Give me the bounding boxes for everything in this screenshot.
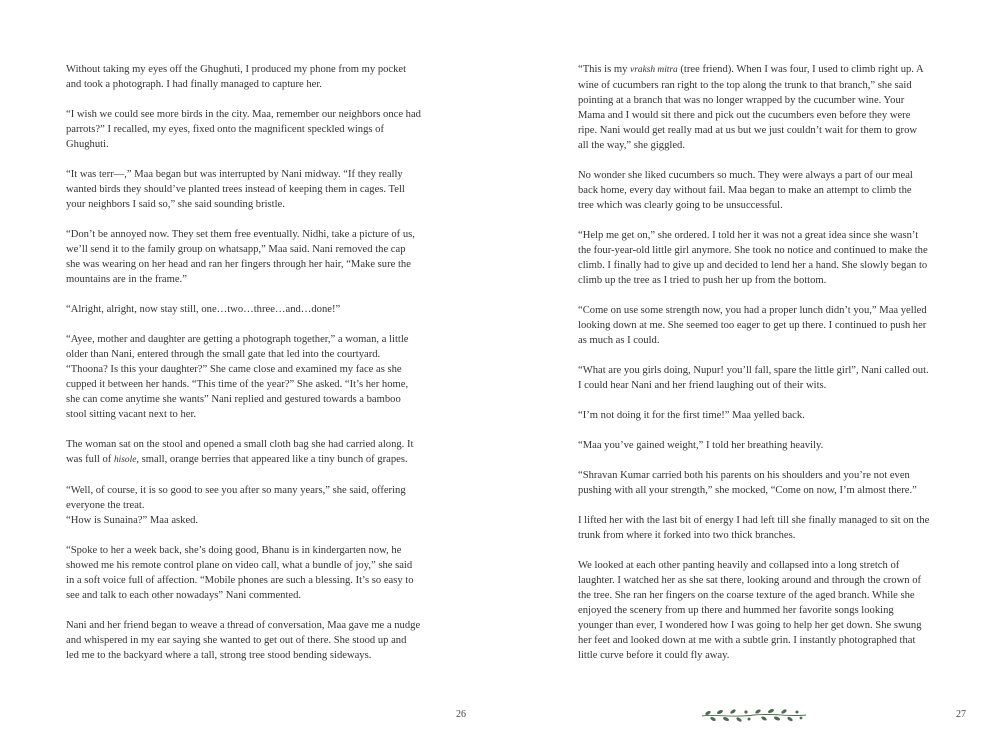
paragraph: We looked at each other panting heavily and collapsed into a long stretch of laughter. I watched her as she sat there, looking around and through the crown of the tree. She ran her fingers on the coarse texture of the aged branch. While she enjoyed the scenery from up there and hummed her favorite songs looking younger than ever, I wondered how I was going to help her get down. She swung her feet and looked down at me with a subtle grin. I instantly photographed that little curve before it could fly away. — [578, 560, 922, 661]
paragraph: “I wish we could see more birds in the city. Maa, remember our neighbors once had parrots?” I recalled, my eyes, fixed onto the magnificent speckled wings of Ghughuti. — [66, 109, 421, 150]
paragraph: “What are you girls doing, Nupur! you’ll fall, spare the little girl”, Nani called out. I could hear Nani and her friend laughing out of their wits. — [578, 365, 929, 391]
paragraph: “Help me get on,” she ordered. I told her it was not a great idea since she wasn’t the four-year-old little girl anymore. She took no notice and continued to make the climb. I finally had to give up and decided to lend her a hand. She slowly began to climb up the tree as I tried to push her up from the bottom. — [578, 230, 928, 286]
page-number: 27 — [956, 709, 966, 720]
page-number: 26 — [456, 709, 466, 720]
paragraph: The woman sat on the stool and opened a small cloth bag she had carried along. It was full of hisole, small, orange berries that appeared like a tiny bunch of grapes. — [66, 439, 414, 465]
paragraph: “Shravan Kumar carried both his parents on his shoulders and you’re not even pushing with all your strength,” she mocked, “Come on now, I’m almost there.” — [578, 470, 917, 496]
right-page-text — [578, 62, 930, 678]
paragraph: Nani and her friend began to weave a thread of conversation, Maa gave me a nudge and whispered in my ear saying she wanted to get out of there. She stood up and led me to the backyard where a tall, strong tree stood bending sideways. — [66, 620, 421, 661]
leafy-vine-icon — [700, 705, 808, 725]
paragraph: “Spoke to her a week back, she’s doing good, Bhanu is in kindergarten now, he showed me his remote control plane on video call, what a bundle of joy,” she said in a soft voice full of affection. “Mobile phones are such a blessing. It’s so easy to see and talk to each other nowadays” Nani commented. — [66, 545, 414, 601]
paragraph: “Alright, alright, now stay still, one…two…three…and…done!” — [66, 304, 341, 315]
paragraph: “This is my vraksh mitra (tree friend). When I was four, I used to climb right up. A wine of cucumbers ran right to the top along the trunk to that branch,” she said pointing at a branch that was no longer wrapped by the cucumber wine. Your Mama and I would sit there and pick out the cucumbers even before they were ripe. Nani would get really mad at us but we just couldn’t wait for them to grow all the way,” she giggled. — [578, 64, 924, 151]
paragraph: “Ayee, mother and daughter are getting a photograph together,” a woman, a little older than Nani, entered through the small gate that led into the courtyard. “Thoona? Is this your daughter?” She came close and examined my face as she cupped it between her hands. “This time of the year?” She asked. “It’s her home, she can come anytime she wants” Nani replied and gestured towards a bamboo stool sitting vacant next to her. — [66, 334, 409, 420]
paragraph: “How is Sunaina?” Maa asked. — [66, 515, 199, 526]
paragraph: Without taking my eyes off the Ghughuti, I produced my phone from my pocket and took a photograph. I had finally managed to capture her. — [66, 64, 407, 90]
paragraph: “Come on use some strength now, you had a proper lunch didn’t you,” Maa yelled looking down at me. She seemed too eager to get up there. I continued to push her as much as I could. — [578, 305, 927, 346]
right-page — [500, 0, 1000, 750]
paragraph: “It was terr—,” Maa began but was interrupted by Nani midway. “If they really wanted birds they should’ve planted trees instead of keeping them in cages. Tell your neighbors I said so,” she said sounding bristle. — [66, 169, 405, 210]
paragraph: “Don’t be annoyed now. They set them free eventually. Nidhi, take a picture of us, we’ll send it to the family group on whatsapp,” Maa said. Nani removed the cap she was wearing on her head and ran her fingers through her hair, “Make sure the mountains are in the frame.” — [66, 229, 415, 285]
paragraph: No wonder she liked cucumbers so much. They were always a part of our meal back home, every day without fail. Maa began to make an attempt to climb the tree which was clearly going to be unsuccessful. — [578, 170, 913, 211]
paragraph: “Well, of course, it is so good to see you after so many years,” she said, offering everyone the treat. — [66, 485, 406, 511]
italic-term: hisole — [113, 455, 137, 465]
paragraph: I lifted her with the last bit of energy I had left till she finally managed to sit on the trunk from where it forked into two thick branches. — [578, 515, 930, 541]
paragraph: “Maa you’ve gained weight,” I told her breathing heavily. — [578, 440, 824, 451]
paragraph: “I’m not doing it for the first time!” Maa yelled back. — [578, 410, 805, 421]
left-page-text — [66, 62, 421, 678]
italic-term: vraksh mitra — [630, 65, 678, 75]
